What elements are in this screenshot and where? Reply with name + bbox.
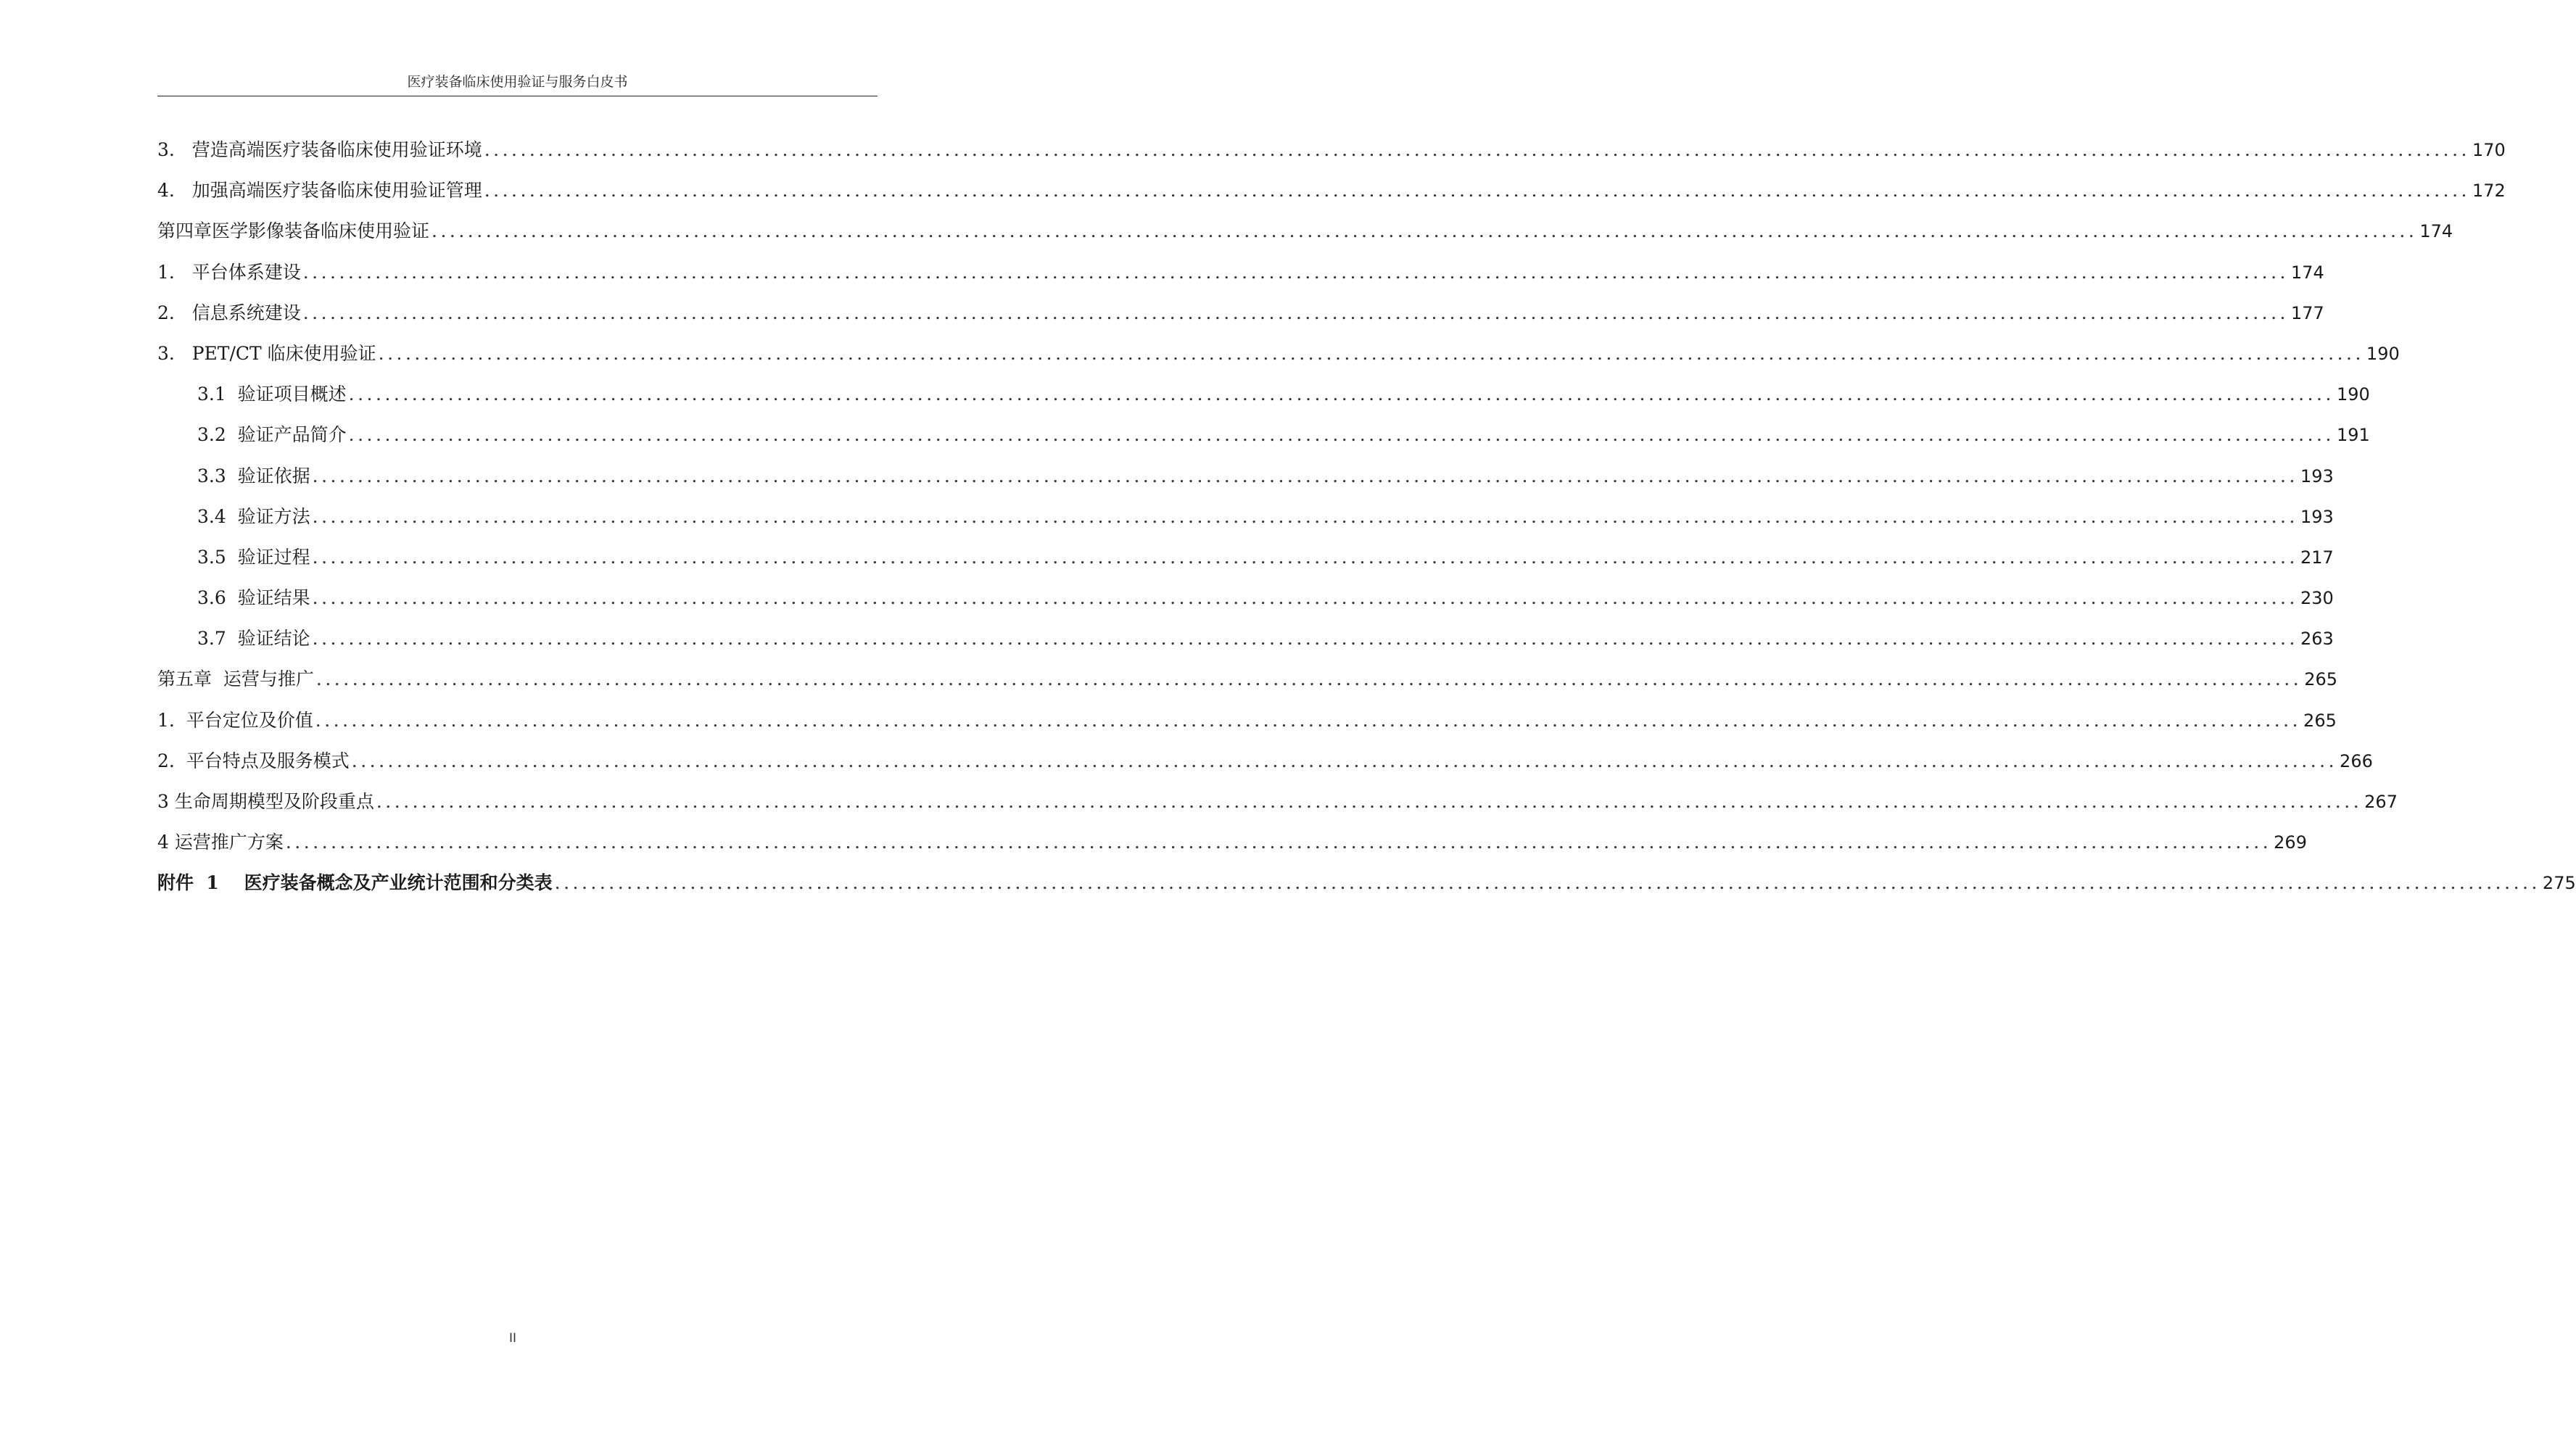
toc-leader-dots: ............................................................................................................................................................................................................................ <box>315 709 2302 731</box>
toc-entry[interactable] <box>157 782 2398 822</box>
toc-leader-dots: ............................................................................................................................................................................................................................ <box>348 424 2334 446</box>
toc-entry[interactable] <box>157 822 2307 863</box>
toc-entry-label: 3. 营造高端医疗装备临床使用验证环境 <box>157 139 482 160</box>
toc-entry-label: 3 生命周期模型及阶段重点 <box>157 791 374 812</box>
table-of-contents <box>157 130 2576 904</box>
toc-entry-page: 174 <box>2291 262 2324 283</box>
toc-entry-page: 177 <box>2291 302 2324 323</box>
toc-entry[interactable] <box>157 415 2370 455</box>
toc-entry-page: 266 <box>2340 750 2373 771</box>
toc-entry-label: 3.3 验证依据 <box>197 465 310 486</box>
toc-entry[interactable] <box>157 741 2373 782</box>
toc-entry[interactable] <box>157 252 2324 293</box>
toc-entry-page: 267 <box>2364 792 2398 812</box>
toc-entry[interactable] <box>157 659 2338 700</box>
toc-entry-page: 265 <box>2303 710 2337 731</box>
toc-entry[interactable] <box>157 497 2334 537</box>
page-header <box>157 70 878 96</box>
toc-leader-dots: ............................................................................................................................................................................................................................ <box>312 587 2298 609</box>
toc-entry[interactable] <box>157 578 2334 618</box>
page-number: II <box>508 1331 517 1346</box>
toc-leader-dots: ............................................................................................................................................................................................................................ <box>285 832 2272 853</box>
toc-entry[interactable] <box>157 456 2334 497</box>
toc-entry-page: 174 <box>2419 221 2453 242</box>
toc-entry-page: 191 <box>2336 425 2370 446</box>
toc-leader-dots: ............................................................................................................................................................................................................................ <box>376 791 2363 812</box>
toc-leader-dots: ............................................................................................................................................................................................................................ <box>348 384 2334 405</box>
toc-leader-dots: ............................................................................................................................................................................................................................ <box>312 628 2298 650</box>
toc-entry-page: 269 <box>2274 832 2307 853</box>
toc-leader-dots: ............................................................................................................................................................................................................................ <box>315 668 2303 690</box>
toc-entry[interactable] <box>157 537 2334 578</box>
toc-entry-label: 3.7 验证结论 <box>197 628 310 650</box>
toc-entry[interactable] <box>157 374 2370 415</box>
toc-entry-label: 1. 平台体系建设 <box>157 261 301 283</box>
toc-entry-label: 3.6 验证结果 <box>197 587 310 609</box>
toc-entry-label: 3.2 验证产品简介 <box>197 424 347 446</box>
toc-entry[interactable] <box>157 618 2334 659</box>
toc-leader-dots: ............................................................................................................................................................................................................................ <box>351 750 2338 771</box>
toc-entry-page: 193 <box>2300 506 2334 527</box>
toc-entry[interactable] <box>157 211 2453 252</box>
document-title: 医疗装备临床使用验证与服务白皮书 <box>407 74 628 90</box>
toc-entry[interactable] <box>157 170 2506 211</box>
toc-entry[interactable] <box>157 293 2324 334</box>
toc-leader-dots: ............................................................................................................................................................................................................................ <box>312 546 2298 568</box>
toc-entry-page: 263 <box>2300 629 2334 650</box>
toc-entry[interactable] <box>157 700 2337 741</box>
toc-leader-dots: ............................................................................................................................................................................................................................ <box>378 342 2364 364</box>
toc-leader-dots: ............................................................................................................................................................................................................................ <box>312 505 2298 527</box>
toc-leader-dots: ............................................................................................................................................................................................................................ <box>432 220 2418 242</box>
toc-entry[interactable] <box>157 334 2400 374</box>
toc-entry-page: 193 <box>2300 465 2334 486</box>
toc-entry-label: 3.1 验证项目概述 <box>197 384 347 405</box>
toc-entry-label: 3. PET/CT 临床使用验证 <box>157 342 376 364</box>
toc-entry[interactable] <box>157 863 2576 903</box>
toc-entry-label: 2. 信息系统建设 <box>157 302 301 323</box>
toc-entry-page: 275 <box>2542 873 2576 894</box>
toc-entry-label: 第四章医学影像装备临床使用验证 <box>157 220 430 242</box>
toc-leader-dots: ............................................................................................................................................................................................................................ <box>554 872 2540 894</box>
toc-entry-label: 2. 平台特点及服务模式 <box>157 750 350 771</box>
toc-entry-page: 190 <box>2336 384 2370 405</box>
toc-entry-page: 190 <box>2366 343 2400 364</box>
toc-entry-label: 附件 1 医疗装备概念及产业统计范围和分类表 <box>157 872 553 894</box>
toc-entry-page: 172 <box>2472 181 2506 202</box>
toc-entry-label: 3.4 验证方法 <box>197 505 310 527</box>
toc-leader-dots: ............................................................................................................................................................................................................................ <box>302 302 2289 323</box>
toc-entry-label: 3.5 验证过程 <box>197 546 310 568</box>
toc-leader-dots: ............................................................................................................................................................................................................................ <box>484 139 2470 160</box>
toc-entry-label: 第五章 运营与推广 <box>157 668 314 690</box>
toc-entry[interactable] <box>157 130 2506 170</box>
toc-entry-page: 170 <box>2472 140 2506 160</box>
toc-entry-page: 217 <box>2300 547 2334 568</box>
toc-entry-label: 1. 平台定位及价值 <box>157 709 313 731</box>
toc-leader-dots: ............................................................................................................................................................................................................................ <box>302 261 2289 283</box>
toc-entry-label: 4. 加强高端医疗装备临床使用验证管理 <box>157 180 482 202</box>
toc-entry-page: 265 <box>2304 669 2338 690</box>
toc-leader-dots: ............................................................................................................................................................................................................................ <box>312 465 2298 486</box>
toc-entry-label: 4 运营推广方案 <box>157 832 284 853</box>
toc-entry-page: 230 <box>2300 588 2334 609</box>
toc-leader-dots: ............................................................................................................................................................................................................................ <box>484 180 2470 202</box>
